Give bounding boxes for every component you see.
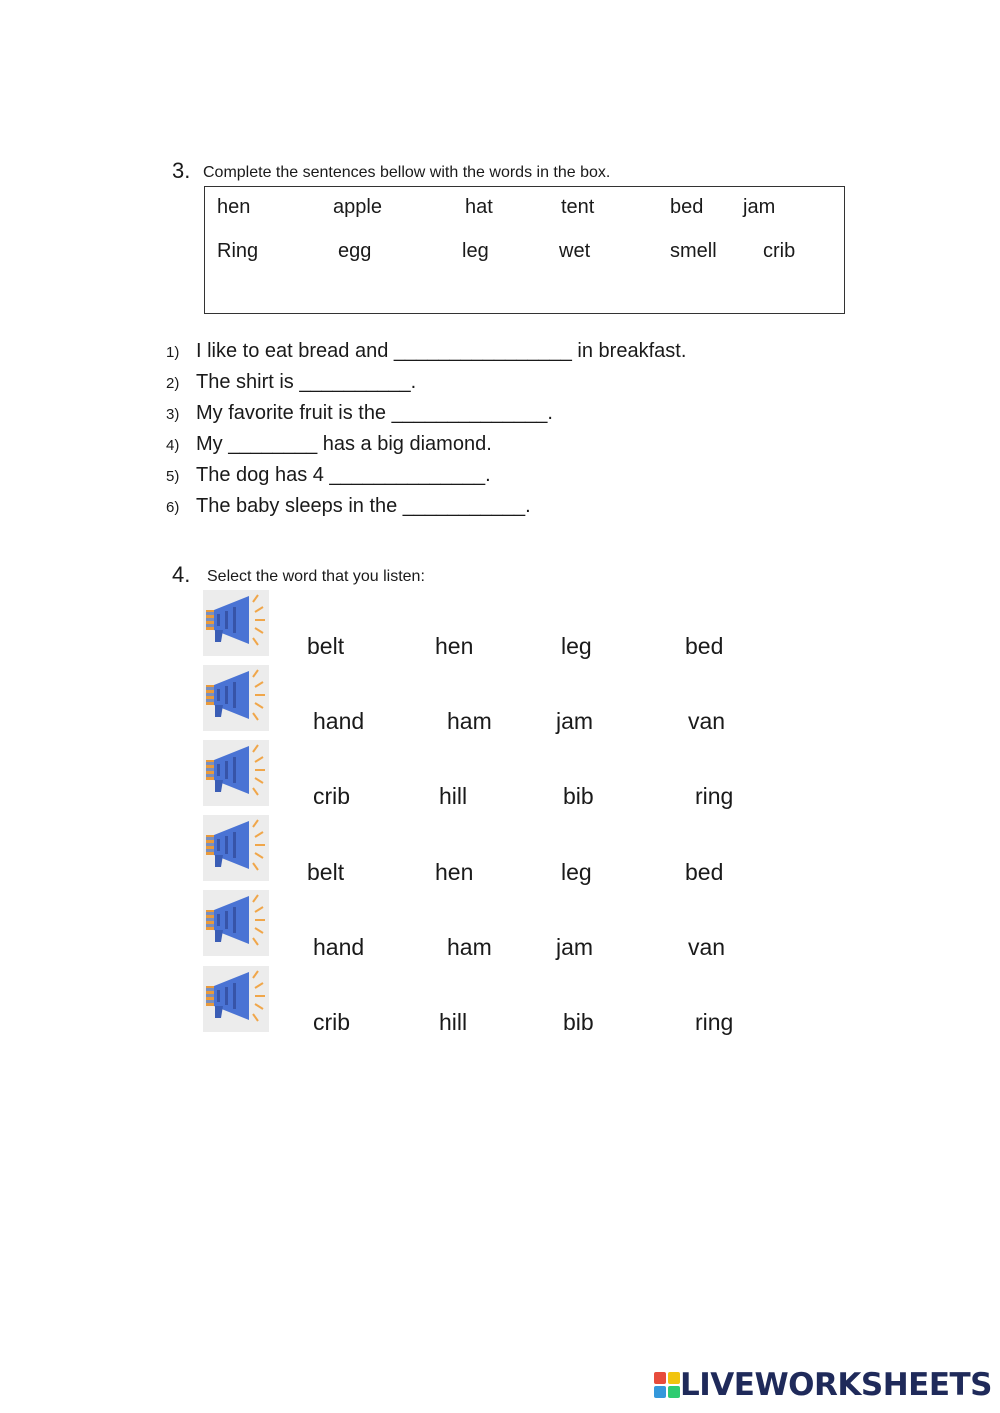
word-option[interactable]: van [688,934,726,960]
sentence-number: 1) [166,344,180,361]
speaker-icon[interactable] [203,815,269,881]
sentence-number: 6) [166,499,180,516]
box-word: smell [670,240,717,262]
word-option[interactable]: crib [313,1009,351,1035]
speaker-icon[interactable] [203,665,269,731]
word-option[interactable]: hill [439,783,468,809]
word-option[interactable]: crib [313,783,351,809]
sentence-text: My ________ has a big diamond. [196,433,492,455]
logo-text: LIVEWORKSHEETS [680,1367,992,1403]
sentence-number: 2) [166,375,180,392]
word-option[interactable]: van [688,708,726,734]
box-word: tent [561,196,595,218]
word-option[interactable]: hen [435,633,474,659]
word-option[interactable]: hen [435,859,474,885]
word-option[interactable]: jam [556,708,594,734]
megaphone-icon [203,966,269,1032]
word-option[interactable]: bib [563,783,594,809]
box-word: hen [217,196,251,218]
speaker-icon[interactable] [203,740,269,806]
word-option[interactable]: hill [439,1009,468,1035]
box-word: crib [763,240,796,262]
box-word: jam [743,196,776,218]
liveworksheets-logo-icon [654,1372,680,1398]
box-word: apple [333,196,382,218]
sentence-text: The baby sleeps in the ___________. [196,495,531,517]
word-option[interactable]: leg [561,633,592,659]
word-option[interactable]: ring [695,1009,734,1035]
sentence-number: 5) [166,468,180,485]
speaker-icon[interactable] [203,590,269,656]
megaphone-icon [203,740,269,806]
word-option[interactable]: ham [447,934,492,960]
box-word: hat [465,196,493,218]
section-4-instruction: Select the word that you listen: [207,568,425,585]
box-word: egg [338,240,372,262]
sentence-text: The dog has 4 ______________. [196,464,491,486]
word-option[interactable]: bed [685,859,724,885]
word-option[interactable]: bed [685,633,724,659]
sentence-text: The shirt is __________. [196,371,417,393]
box-word: bed [670,196,704,218]
word-option[interactable]: hand [313,708,365,734]
box-word: wet [559,240,591,262]
sentence-number: 4) [166,437,180,454]
word-option[interactable]: hand [313,934,365,960]
section-3-number: 3. [172,158,191,183]
sentence-text: My favorite fruit is the ______________. [196,402,553,424]
liveworksheets-logo [654,1367,992,1403]
speaker-icon[interactable] [203,890,269,956]
word-option[interactable]: leg [561,859,592,885]
section-4-number: 4. [172,562,191,587]
sentence-number: 3) [166,406,180,423]
speaker-icon[interactable] [203,966,269,1032]
word-option[interactable]: belt [307,633,345,659]
section-3-instruction: Complete the sentences bellow with the words in the box. [203,164,611,181]
word-option[interactable]: ring [695,783,734,809]
megaphone-icon [203,890,269,956]
megaphone-icon [203,590,269,656]
word-option[interactable]: ham [447,708,492,734]
word-option[interactable]: belt [307,859,345,885]
box-word: leg [462,240,489,262]
word-option[interactable]: bib [563,1009,594,1035]
megaphone-icon [203,665,269,731]
megaphone-icon [203,815,269,881]
word-option[interactable]: jam [556,934,594,960]
box-word: Ring [217,240,259,262]
sentence-text: I like to eat bread and ________________ in breakfast. [196,340,687,362]
